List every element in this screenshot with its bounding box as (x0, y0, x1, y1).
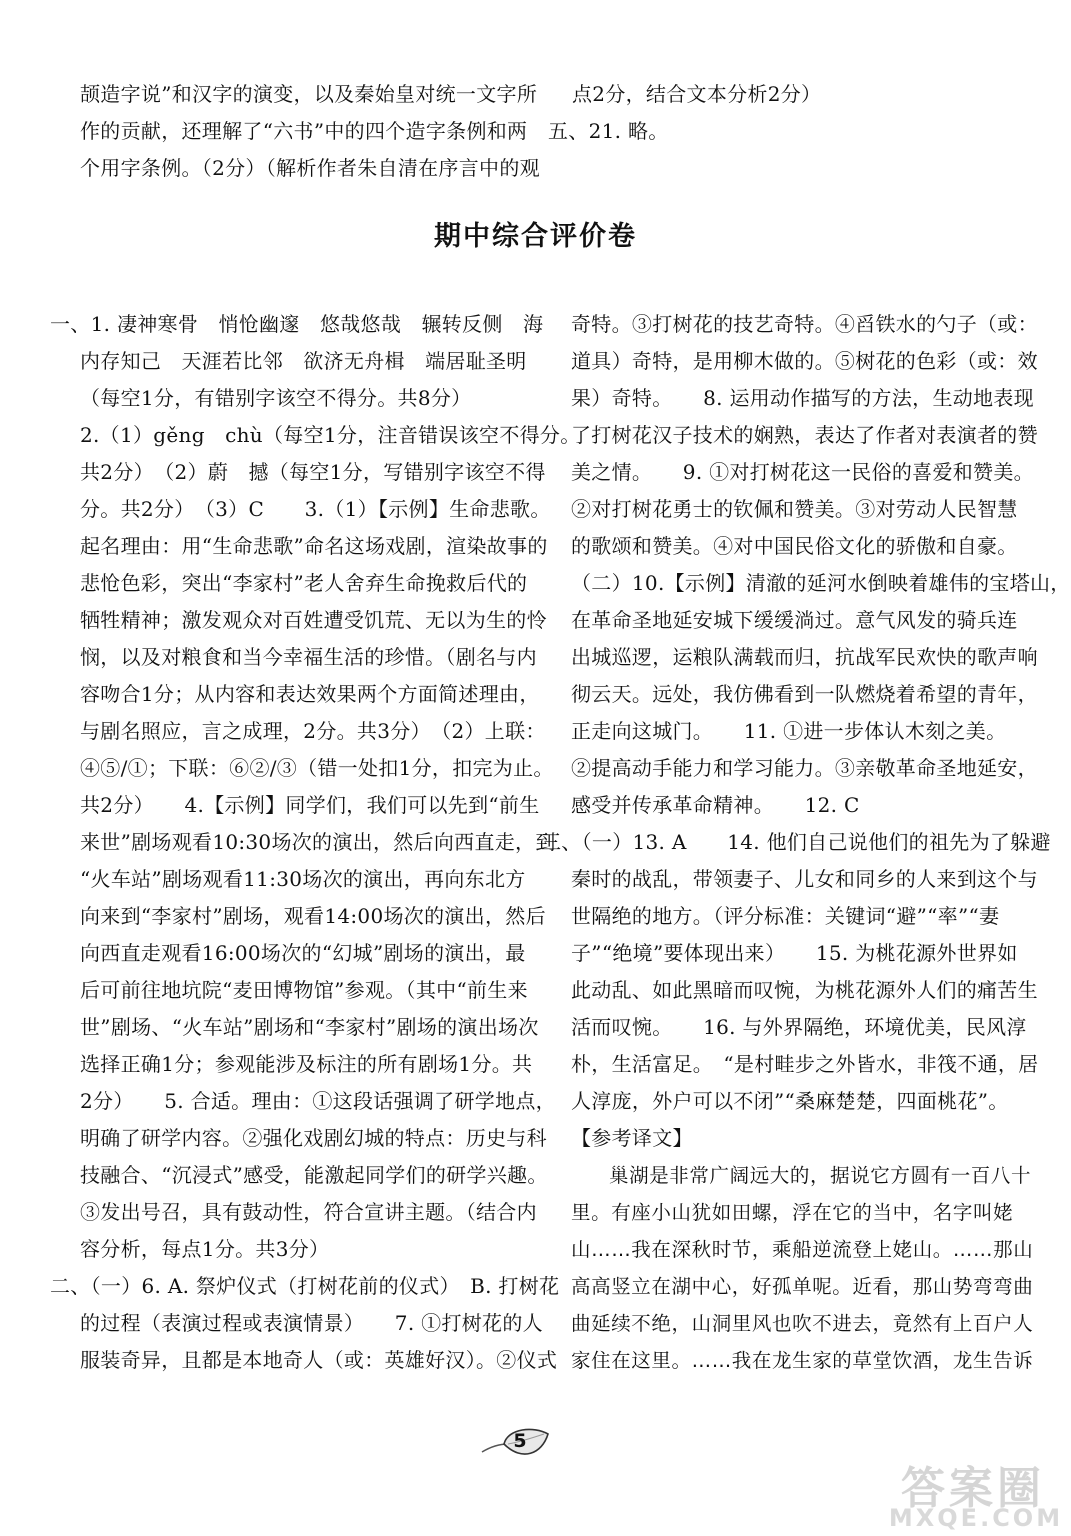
text-line: 活而叹惋。 16. 与外界隔绝，环境优美，民风淳 (571, 1015, 1027, 1039)
text-line: 出城巡逻，运粮队满载而归，抗战军民欢快的歌声响 (571, 645, 1038, 669)
text-line: 容吻合1分；从内容和表达效果两个方面简述理由， (80, 682, 540, 706)
translation-line: 巢湖是非常广阔远大的，据说它方圆有一百八十 (609, 1164, 1032, 1187)
text-line: ③发出号召，具有鼓动性，符合宣讲主题。（结合内 (80, 1200, 537, 1224)
text-line: “火车站”剧场观看11:30场次的演出，再向东北方 (80, 867, 526, 891)
section-title: 期中综合评价卷 (434, 221, 637, 252)
text-line: 二、（一）6. A. 祭炉仪式（打树花前的仪式） B. 打树花 (50, 1274, 560, 1298)
text-line: 作的贡献，还理解了“六书”中的四个造字条例和两 (80, 119, 528, 143)
text-line: 了打树花汉子技术的娴熟，表达了作者对表演者的赞 (571, 423, 1038, 447)
text-line: 向西直走观看16:00场次的“幻城”剧场的演出，最 (80, 941, 526, 965)
text-line: 分。共2分） （3）C 3.（1）【示例】生命悲歌。 (80, 497, 551, 521)
text-line: 内存知己 天涯若比邻 欲济无舟楫 端居耻圣明 (80, 349, 527, 373)
text-line: （二）10.【示例】清澈的延河水倒映着雄伟的宝塔山， (571, 571, 1071, 595)
text-line: 点2分，结合文本分析2分） (572, 82, 822, 106)
left-column (50, 310, 581, 1400)
text-line: 技融合、“沉浸式”感受，能激起同学们的研学兴趣。 (80, 1163, 548, 1187)
translation-line: 高高竖立在湖中心，好孤单呢。近看，那山势弯弯曲 (571, 1275, 1034, 1298)
text-line: 2.（1）gěng chù（每空1分，注音错误该空不得分。 (80, 423, 581, 447)
text-line: 服装奇异，且都是本地奇人（或：英雄好汉）。②仪式 (80, 1348, 558, 1372)
text-line: 子”“绝境”要体现出来） 15. 为桃花源外世界如 (571, 941, 1018, 965)
text-line: 后可前往地坑院“麦田博物馆”参观。（其中“前生来 (80, 978, 528, 1002)
text-line: ④⑤/①；下联：⑥②/③（错一处扣1分，扣完为止。 (80, 756, 554, 780)
text-line: 世隔绝的地方。（评分标准：关键词“避”“率”“妻 (571, 904, 1000, 928)
text-line: 朴，生活富足。 “是村畦步之外皆水，非筏不通，居 (571, 1052, 1039, 1076)
text-line: 悯，以及对粮食和当今幸福生活的珍惜。（剧名与内 (80, 645, 537, 669)
text-line: 向来到“李家村”剧场，观看14:00场次的演出，然后 (80, 904, 546, 928)
right-column (541, 310, 1071, 1415)
top-left-column (80, 80, 540, 190)
translation-line: 里。有座小山犹如田螺，浮在它的当中，名字叫姥 (571, 1201, 1014, 1224)
top-right-column (548, 80, 1008, 155)
text-line: 与剧名照应，言之成理，2分。共3分） （2）上联： (80, 719, 546, 743)
text-line: ②对打树花勇士的钦佩和赞美。③对劳动人民智慧 (571, 497, 1018, 521)
text-line: 共2分） （2）蔚 撼（每空1分，写错别字该空不得 (80, 460, 546, 484)
text-line: 彻云天。远处，我仿佛看到一队燃烧着希望的青年， (571, 682, 1038, 706)
translation-line: 曲延续不绝，山洞里风也吹不进去，竟然有上百户人 (571, 1312, 1034, 1335)
text-line: 牺牲精神；激发观众对百姓遭受饥荒、无以为生的怜 (80, 608, 547, 632)
text-line: 起名理由：用“生命悲歌”命名这场戏剧，渲染故事的 (80, 534, 548, 558)
text-line: 悲怆色彩，突出“李家村”老人舍弃生命挽救后代的 (80, 571, 528, 595)
text-line: 美之情。 9. ①对打树花这一民俗的喜爱和赞美。 (571, 460, 1034, 484)
text-line: 此动乱、如此黑暗而叹惋，为桃花源外人们的痛苦生 (571, 978, 1038, 1002)
text-line: 奇特。③打树花的技艺奇特。④舀铁水的勺子（或： (571, 312, 1038, 336)
text-line: （每空1分，有错别字该空不得分。共8分） (80, 386, 472, 410)
text-line: 正走向这城门。 11. ①进一步体认木刻之美。 (571, 719, 1007, 743)
text-line: 明确了研学内容。②强化戏剧幻城的特点：历史与科 (80, 1126, 547, 1150)
text-line: 五、21. 略。 (548, 119, 669, 143)
text-line: 容分析，每点1分。共3分） (80, 1237, 330, 1261)
text-line: 人淳庞，外户可以不闭”“桑麻楚楚，四面桃花”。 (571, 1089, 1009, 1113)
text-line: ②提高动手能力和学习能力。③亲敬革命圣地延安， (571, 756, 1038, 780)
text-line: 世”剧场、“火车站”剧场和“李家村”剧场的演出场次 (80, 1015, 539, 1039)
text-line: 感受并传承革命精神。 12. C (571, 793, 860, 817)
text-line: 果）奇特。 8. 运用动作描写的方法，生动地表现 (571, 386, 1034, 410)
watermark-url: MXQE.COM (888, 1504, 1064, 1532)
text-line: 一、1. 凄神寒骨 悄怆幽邃 悠哉悠哉 辗转反侧 海 (50, 312, 544, 336)
text-line: 个用字条例。（2分）（解析作者朱自清在序言中的观 (80, 156, 540, 180)
text-line: 三、（一）13. A 14. 他们自己说他们的祖先为了躲避 (541, 830, 1051, 854)
text-line: 道具）奇特，是用柳木做的。⑤树花的色彩（或：效 (571, 349, 1038, 373)
text-line: 2分） 5. 合适。理由：①这段话强调了研学地点， (80, 1089, 556, 1113)
page-number-badge (478, 1422, 558, 1466)
text-line: 在革命圣地延安城下缓缓淌过。意气风发的骑兵连 (571, 608, 1018, 632)
watermark (878, 1452, 1068, 1534)
text-line: 共2分） 4.【示例】同学们，我们可以先到“前生 (80, 793, 540, 817)
text-line: 颉造字说”和汉字的演变，以及秦始皇对统一文字所 (80, 82, 538, 106)
text-line: 选择正确1分；参观能涉及标注的所有剧场1分。共 (80, 1052, 533, 1076)
translation-line: 家住在这里。……我在龙生家的草堂饮酒，龙生告诉 (571, 1349, 1034, 1372)
text-line: 来世”剧场观看10:30场次的演出，然后向西直走，到 (80, 830, 556, 854)
text-line: 的过程（表演过程或表演情景） 7. ①打树花的人 (80, 1311, 543, 1335)
text-line: 的歌颂和赞美。④对中国民俗文化的骄傲和自豪。 (571, 534, 1018, 558)
page-number: 5 (513, 1430, 527, 1452)
watermark-text: 答案圈 (901, 1463, 1045, 1514)
text-line: 【参考译文】 (571, 1126, 693, 1150)
translation-line: 山……我在深秋时节，乘船逆流登上姥山。……那山 (571, 1238, 1034, 1261)
text-line: 秦时的战乱，带领妻子、儿女和同乡的人来到这个与 (571, 867, 1038, 891)
